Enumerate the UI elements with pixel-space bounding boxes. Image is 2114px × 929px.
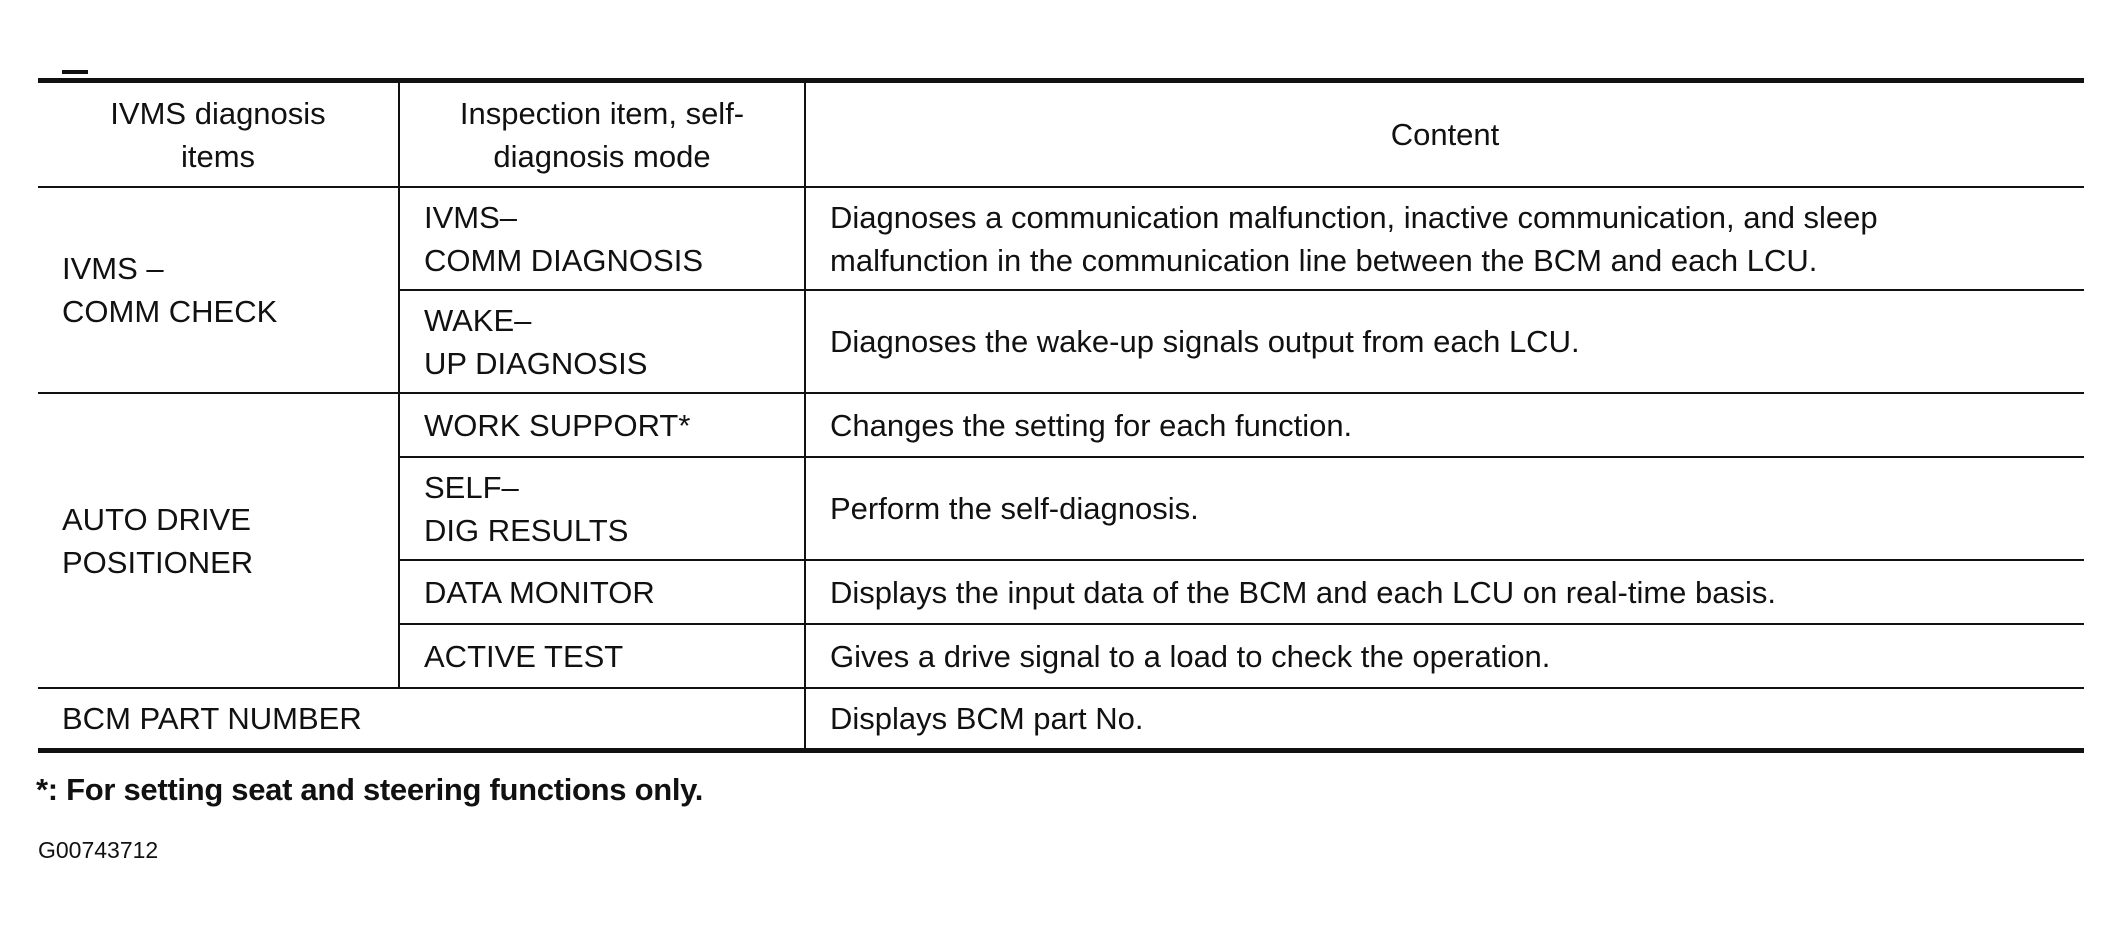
header-text: items xyxy=(180,138,256,174)
content-text: Perform the self-diagnosis. xyxy=(830,491,1199,526)
footnote: *: For setting seat and steering functions only. xyxy=(36,772,704,807)
table-row xyxy=(38,187,2084,290)
content-cell xyxy=(805,290,2084,393)
table-header-row xyxy=(38,81,2084,188)
group-text: COMM CHECK xyxy=(62,294,278,329)
group-text: IVMS – xyxy=(62,251,164,286)
top-rule-tick xyxy=(62,70,88,74)
content-text: Gives a drive signal to a load to check the operation. xyxy=(830,638,1551,674)
content-cell xyxy=(805,187,2084,290)
group-bcm-part-number xyxy=(38,688,805,750)
item-cell xyxy=(399,560,805,624)
item-text: ACTIVE TEST xyxy=(424,638,624,674)
header-inspection-item xyxy=(399,81,805,188)
header-text: IVMS diagnosis xyxy=(110,95,326,131)
header-content xyxy=(805,81,2084,188)
content-text: Diagnoses the wake-up signals output from each LCU. xyxy=(830,324,1580,359)
item-text: IVMS– xyxy=(424,199,518,235)
ivms-diagnosis-table xyxy=(38,78,2084,753)
group-ivms-comm-check xyxy=(38,187,399,393)
item-text: COMM DIAGNOSIS xyxy=(424,242,704,278)
table-row xyxy=(38,688,2084,750)
item-text: SELF– xyxy=(424,469,519,505)
content-cell xyxy=(805,624,2084,688)
item-text: UP DIAGNOSIS xyxy=(424,345,648,381)
item-cell xyxy=(399,187,805,290)
item-cell xyxy=(399,457,805,560)
content-cell xyxy=(805,393,2084,457)
item-cell xyxy=(399,290,805,393)
figure-id: G00743712 xyxy=(38,837,159,863)
header-ivms-diagnosis-items xyxy=(38,81,399,188)
content-text: Displays BCM part No. xyxy=(830,700,1144,736)
content-text: Changes the setting for each function. xyxy=(830,407,1353,443)
item-text: DATA MONITOR xyxy=(424,574,655,610)
content-cell xyxy=(805,457,2084,560)
item-text: DIG RESULTS xyxy=(424,512,629,548)
item-cell xyxy=(399,393,805,457)
item-text: WAKE– xyxy=(424,302,532,338)
content-text: Diagnoses a communication malfunction, inactive communication, and sleep xyxy=(830,199,1878,235)
content-text: Displays the input data of the BCM and each LCU on real-time basis. xyxy=(830,574,1776,610)
content-text: malfunction in the communication line between the BCM and each LCU. xyxy=(830,242,1818,278)
group-auto-drive-positioner xyxy=(38,393,399,688)
content-cell xyxy=(805,688,2084,750)
group-text: BCM PART NUMBER xyxy=(62,700,362,736)
header-text: Content xyxy=(1390,117,1500,152)
item-text: WORK SUPPORT* xyxy=(424,407,691,443)
header-text: Inspection item, self- xyxy=(459,95,745,131)
table-row xyxy=(38,393,2084,457)
item-cell xyxy=(399,624,805,688)
group-text: AUTO DRIVE xyxy=(62,501,251,537)
header-text: diagnosis mode xyxy=(493,138,711,174)
group-text: POSITIONER xyxy=(62,544,254,580)
content-cell xyxy=(805,560,2084,624)
